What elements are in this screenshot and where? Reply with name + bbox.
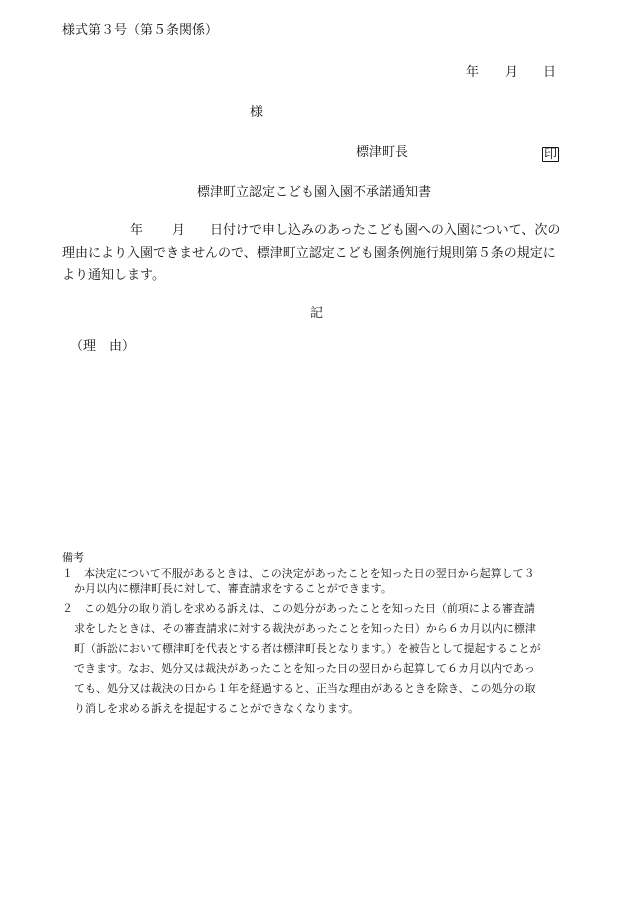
note-item-2: [62, 599, 582, 719]
note-2-line-6: り消しを求める訴えを提起することができなくなります。: [74, 702, 360, 715]
body-year: 年: [130, 223, 144, 238]
notes-heading: 備考: [62, 551, 84, 564]
reason-label: （理 由）: [70, 339, 136, 354]
seal-mark: [542, 143, 559, 162]
addressee-suffix: 様: [250, 105, 264, 120]
note-2-line-3: 町（訴訟において標津町を代表とする者は標津町長となります。）を被告として提起することが: [74, 642, 541, 655]
note-1-line-1: １ 本決定について不服があるときは、この決定があったことを知った日の翌日から起算して３: [62, 567, 535, 580]
seal-text: 印: [544, 147, 558, 162]
date-year: 年: [466, 65, 480, 80]
document-title: 標津町立認定こども園入園不承諾通知書: [197, 185, 432, 200]
form-label: 様式第３号（第５条関係）: [62, 23, 219, 38]
note-1-line-2: か月以内に標津町長に対して、審査請求をすることができます。: [74, 582, 392, 595]
note-2-line-2: 求をしたときは、その審査請求に対する裁決があったことを知った日）から６カ月以内に標津: [74, 622, 536, 635]
note-2-line-1: ２ この処分の取り消しを求める訴えは、この処分があったことを知った日（前項による審査請: [62, 602, 535, 615]
date-day: 日: [543, 65, 557, 80]
body-line2: 理由により入園できませんので、標津町立認定こども園条例施行規則第５条の規定に: [62, 246, 556, 261]
body-line3: より通知します。: [62, 268, 165, 283]
note-2-line-5: ても、処分又は裁決の日から１年を経過すると、正当な理由があるときを除き、この処分の取: [74, 682, 536, 695]
ki-mark: 記: [310, 306, 324, 321]
note-item-1: [62, 566, 582, 596]
note-2-line-4: できます。なお、処分又は裁決があったことを知った日の翌日から起算して６カ月以内であっ: [74, 662, 535, 675]
body-month: 月: [172, 223, 186, 238]
body-line1-text: 日付けで申し込みのあったこども園への入園について、次の: [210, 223, 561, 238]
date-month: 月: [505, 65, 519, 80]
issuer-title: 標津町長: [356, 145, 409, 160]
